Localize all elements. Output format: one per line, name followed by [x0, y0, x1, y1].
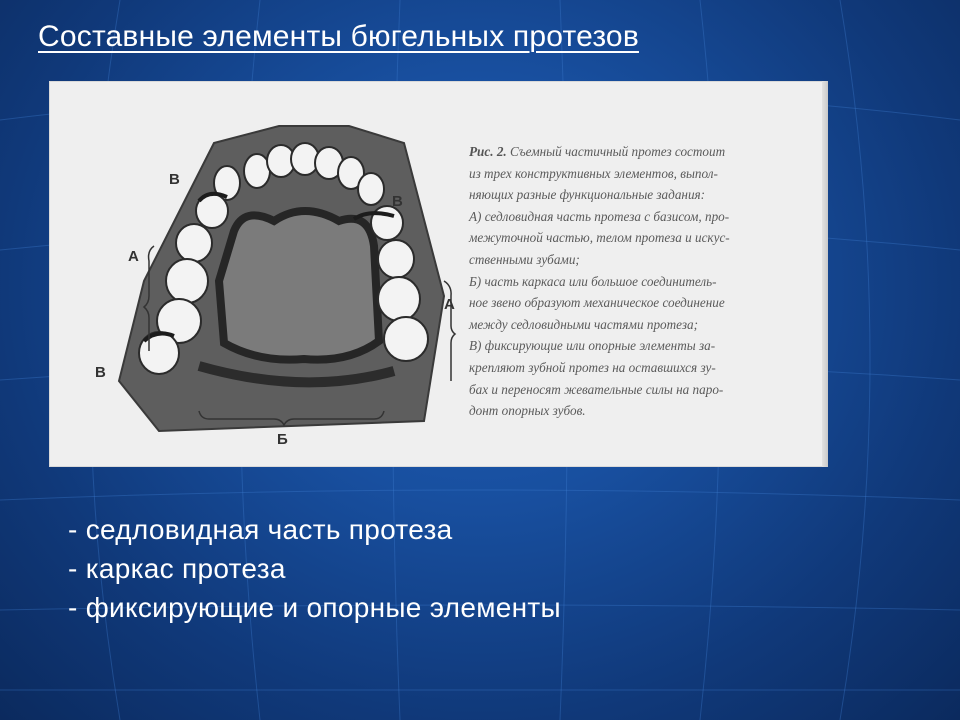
palate: [219, 211, 379, 360]
caption-line: В) фиксирующие или опорные элементы за-: [469, 338, 716, 354]
caption-line: из трех конструктивных элементов, выпол-: [469, 165, 718, 181]
illustration-panel: [49, 81, 828, 467]
bullet-item: - седловидная часть протеза: [68, 514, 453, 545]
caption-line: крепляют зубной протез на оставшихся зу-: [469, 359, 716, 375]
slide-title: Составные элементы бюгельных протезов: [38, 20, 639, 53]
bullet-item: - фиксирующие и опорные элементы: [68, 592, 561, 623]
label-v-bottom-left: В: [95, 364, 106, 381]
label-a-right: А: [444, 296, 455, 313]
bullet-list: [68, 510, 561, 627]
bullet-item: - каркас протеза: [68, 553, 286, 584]
label-b-bottom: Б: [277, 431, 288, 448]
caption-line: А) седловидная часть протеза с базисом, про-: [469, 208, 730, 224]
figure-caption: [469, 141, 814, 422]
label-v-top-left: В: [169, 171, 180, 188]
caption-line: ное звено образуют механическое соединение: [469, 295, 725, 311]
caption-line: межуточной частью, телом протеза и искус-: [469, 230, 730, 246]
caption-line: Рис. 2. Съемный частичный протез состоит: [469, 144, 726, 159]
caption-line: няющих разные функциональные задания:: [469, 187, 706, 203]
caption-line: бах и переносят жевательные силы на паро-: [469, 381, 724, 397]
caption-line: Б) часть каркаса или большое соединитель-: [469, 273, 717, 289]
label-v-top-right: В: [392, 193, 403, 210]
label-a-left: А: [128, 248, 139, 265]
caption-line: донт опорных зубов.: [469, 403, 586, 419]
caption-line: между седловидными частями протеза;: [469, 316, 698, 332]
caption-line: ственными зубами;: [469, 251, 580, 267]
